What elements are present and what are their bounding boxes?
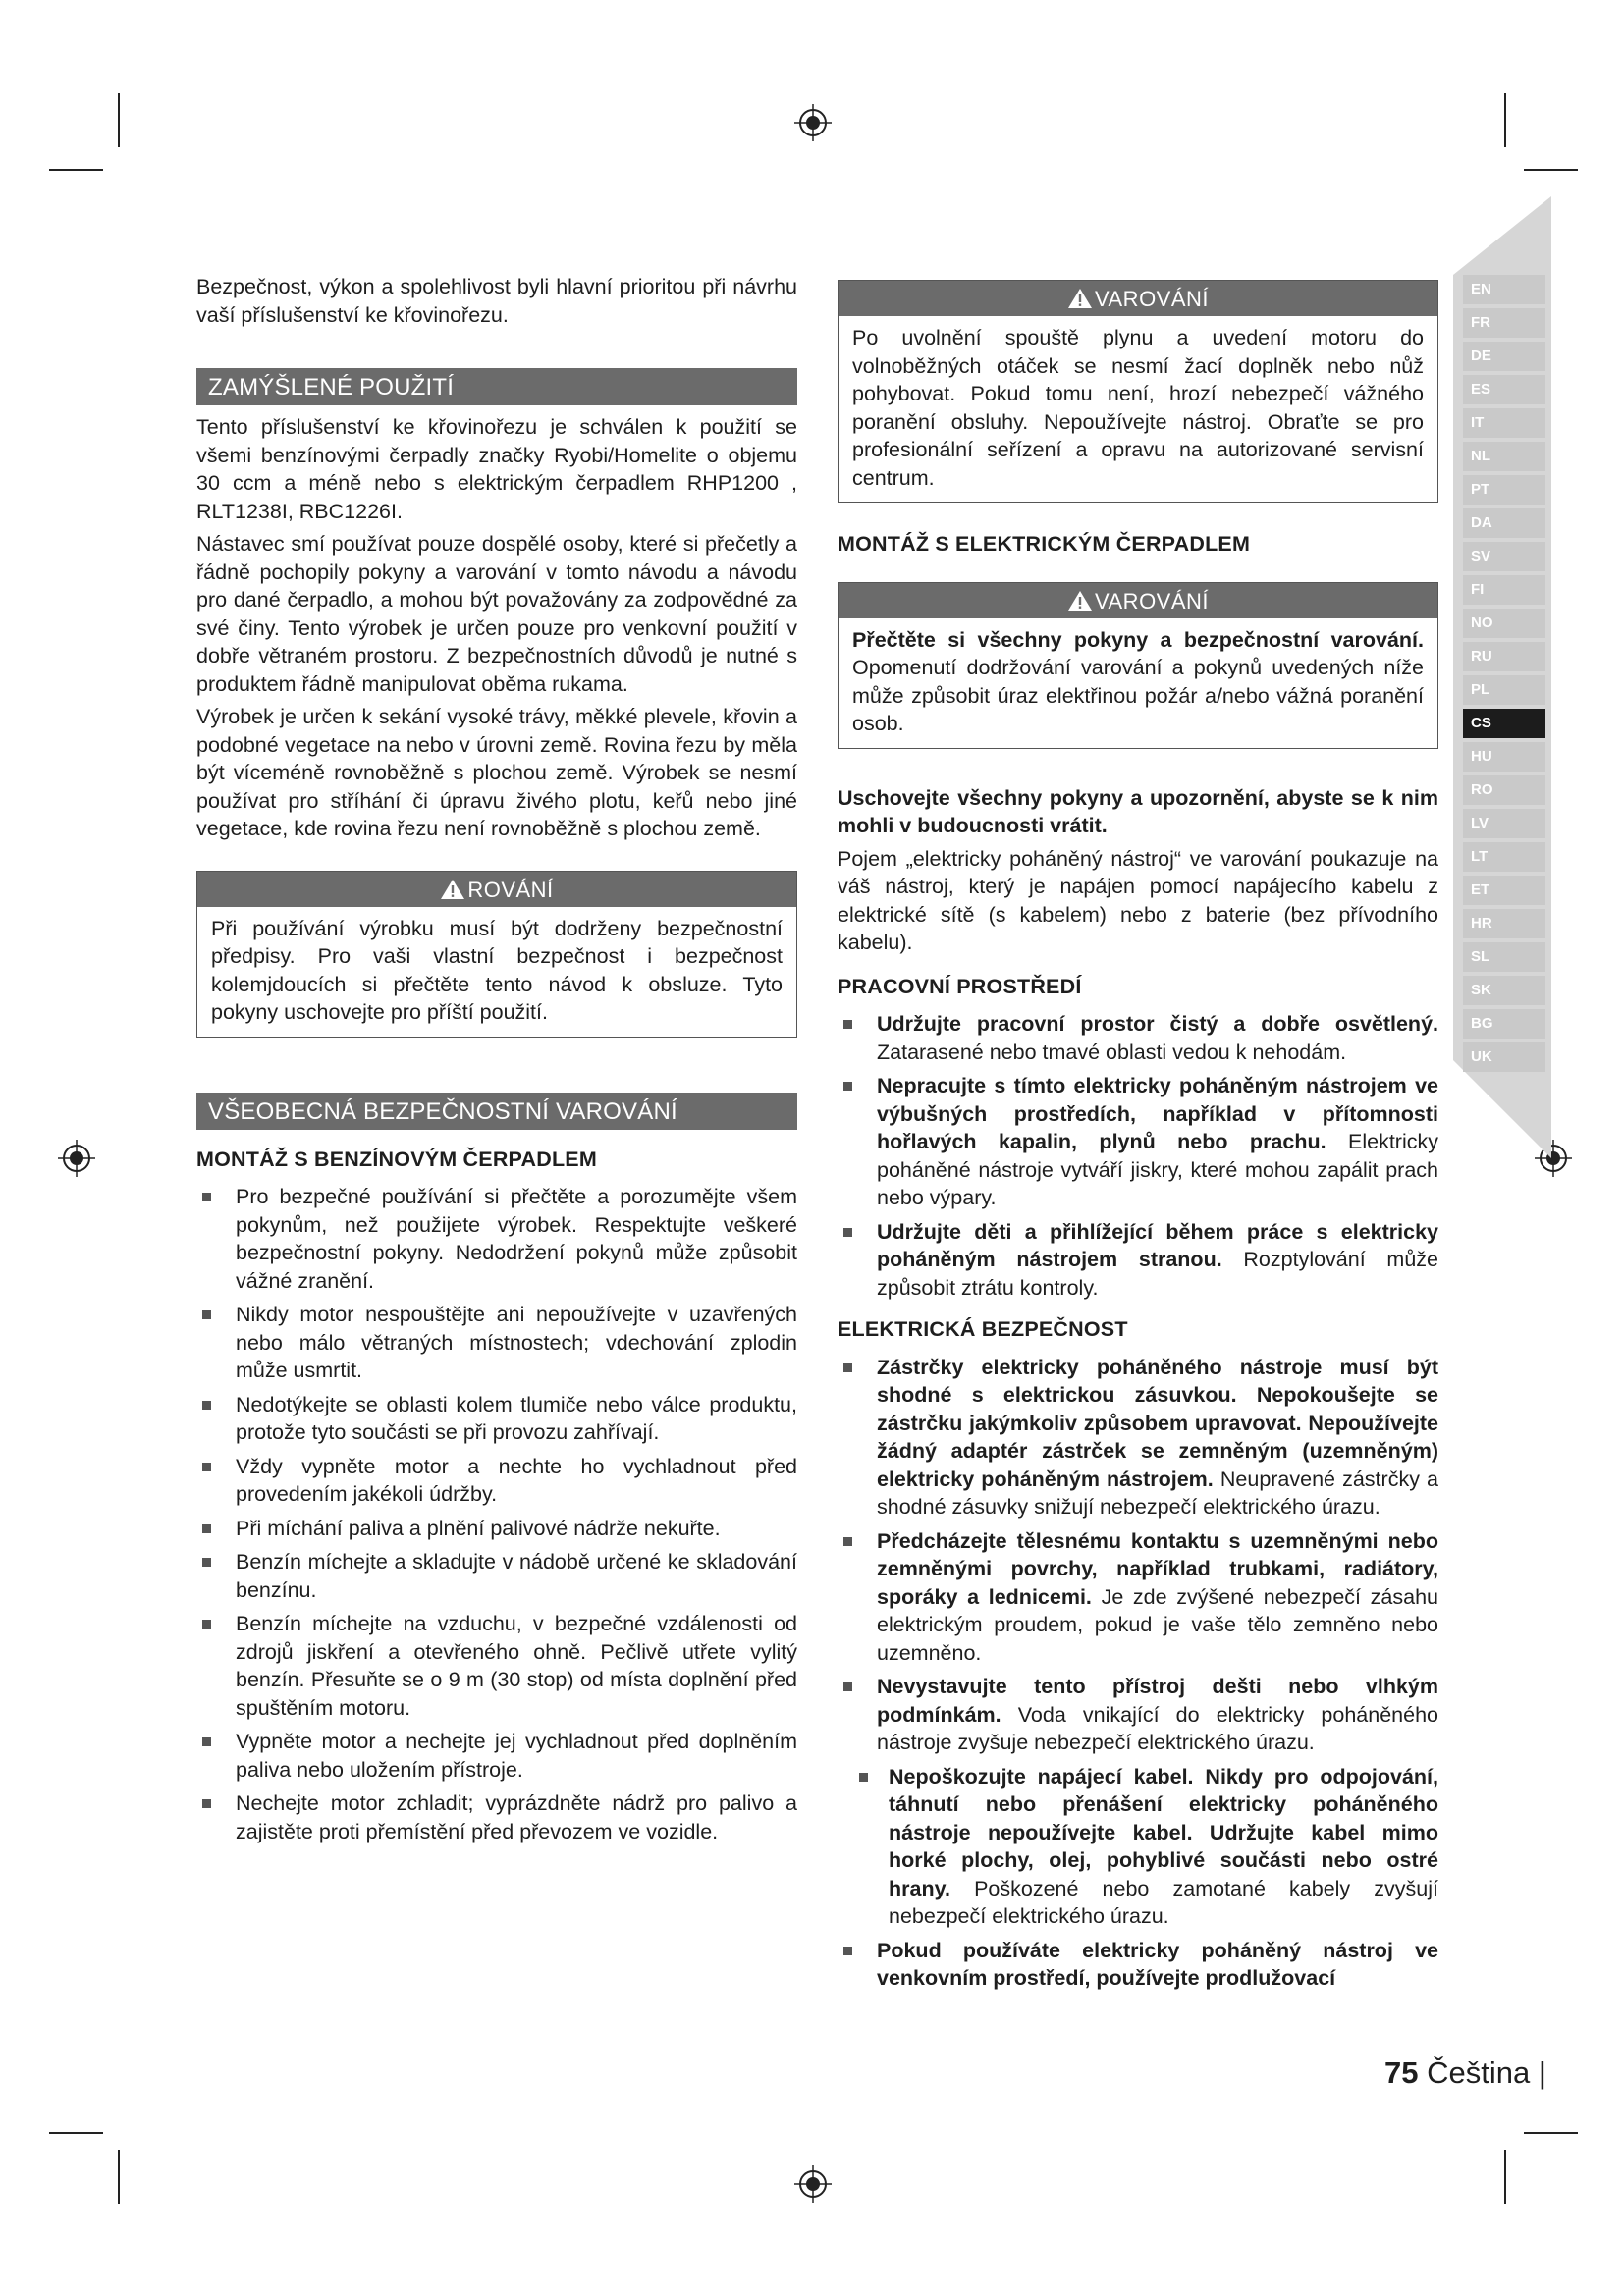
work-area-item bbox=[838, 1072, 1438, 1212]
registration-mark-icon bbox=[793, 103, 833, 142]
warning-body bbox=[839, 618, 1437, 748]
warning-text: Po uvolnění spouště plynu a uvedení motoru do volnoběžných otáček se nesmí žací doplněk nebo nůž pohybovat. Pokud tomu není, hrozí nebezpečí vážného poranění obsluhy. Nepoužívejte nástroj. Obraťte se pro profesionální seřízení a opravu na autorizované servisní centrum. bbox=[852, 326, 1424, 490]
crop-mark bbox=[1524, 2132, 1578, 2134]
electrical-safety-item bbox=[838, 1354, 1438, 1522]
warning-title: ROVÁNÍ bbox=[467, 877, 554, 902]
electrical-safety-item bbox=[838, 1673, 1438, 1757]
footer-separator: | bbox=[1538, 2056, 1546, 2090]
term-paragraph: Pojem „elektricky poháněný nástroj“ ve varování poukazuje na váš nástroj, který je napájen pomocí napájecího kabelu z elektrické sítě (s kabelem) nebo z baterie (bez přívodního kabelu). bbox=[838, 846, 1438, 954]
work-area-item bbox=[838, 1218, 1438, 1303]
language-tab-hr: HR bbox=[1463, 909, 1545, 938]
electrical-safety-item-bold: Pokud používáte elektricky poháněný nástroj ve venkovním prostředí, používejte prodlužovací bbox=[877, 1938, 1438, 1990]
language-tab-sk: SK bbox=[1463, 976, 1545, 1005]
warning-header bbox=[839, 583, 1437, 618]
warning-text: Při používání výrobku musí být dodrženy bezpečnostní předpisy. Pro vaši vlastní bezpečnost i bezpečnost kolemjdoucích si přečtěte tento návod k obsluze. Tyto pokyny uschovejte pro příští použití. bbox=[211, 916, 783, 1024]
intro-paragraph: Bezpečnost, výkon a spolehlivost byli hlavní prioritou při návrhu vaší příslušenství ke křovinořezu. bbox=[196, 275, 797, 327]
language-tab-pl: PL bbox=[1463, 675, 1545, 705]
work-area-item-text: Zatarasené nebo tmavé oblasti vedou k nehodám. bbox=[877, 1040, 1347, 1064]
left-column bbox=[196, 273, 797, 1851]
warning-triangle-icon bbox=[1067, 590, 1093, 612]
language-tab-fr: FR bbox=[1463, 308, 1545, 338]
warning-triangle-icon bbox=[440, 879, 465, 900]
language-tab-es: ES bbox=[1463, 375, 1545, 404]
language-tab-hu: HU bbox=[1463, 742, 1545, 772]
electrical-safety-item bbox=[838, 1527, 1438, 1668]
crop-mark bbox=[118, 2150, 120, 2204]
petrol-safety-item: Nikdy motor nespouštějte ani nepoužívejte v uzavřených nebo málo větraných místnostech; vdechování zplodin může usmrtit. bbox=[196, 1301, 797, 1385]
electrical-safety-item-text: Neupravené zástrčky a shodné zásuvky snižují nebezpečí elektrického úrazu. bbox=[877, 1467, 1438, 1519]
work-area-heading: PRACOVNÍ PROSTŘEDÍ bbox=[838, 974, 1082, 998]
language-tab-lv: LV bbox=[1463, 809, 1545, 838]
petrol-safety-item: Pro bezpečné používání si přečtěte a porozumějte všem pokynům, než použijete výrobek. Respektujte veškeré bezpečnostní pokyny. Nedodržení pokynů může způsobit vážné zranění. bbox=[196, 1183, 797, 1295]
language-tab-cs: CS bbox=[1463, 709, 1545, 738]
electrical-safety-list bbox=[838, 1354, 1438, 1993]
language-tab-sv: SV bbox=[1463, 542, 1545, 571]
electrical-safety-heading: ELEKTRICKÁ BEZPEČNOST bbox=[838, 1317, 1128, 1341]
intended-use-paragraph: Tento příslušenství ke křovinořezu je schválen k použití se všemi benzínovými čerpadly značky Ryobi/Homelite o objemu 30 ccm a méně nebo s elektrickým čerpadlem RHP1200 , RLT1238I, RBC1226I. bbox=[196, 415, 797, 523]
crop-mark bbox=[1504, 93, 1506, 147]
electrical-safety-item-bold: Nevystavujte tento přístroj dešti nebo vlhkým podmínkám. bbox=[877, 1675, 1438, 1727]
electric-heading: MONTÁŽ S ELEKTRICKÝM ČERPADLEM bbox=[838, 532, 1251, 556]
work-area-item-bold: Udržujte děti a přihlížející během práce s elektricky poháněným nástrojem stranou. bbox=[877, 1219, 1438, 1271]
work-area-item-text: Rozptylování může způsobit ztrátu kontroly. bbox=[877, 1248, 1438, 1300]
language-tab-nl: NL bbox=[1463, 442, 1545, 471]
language-tab-it: IT bbox=[1463, 408, 1545, 438]
language-tab-de: DE bbox=[1463, 342, 1545, 371]
keep-instructions bbox=[838, 784, 1438, 840]
petrol-safety-item: Při míchání paliva a plnění palivové nádrže nekuřte. bbox=[196, 1515, 797, 1543]
petrol-heading: MONTÁŽ S BENZÍNOVÝM ČERPADLEM bbox=[196, 1147, 597, 1171]
page-number: 75 bbox=[1384, 2056, 1419, 2090]
keep-instructions-text: Uschovejte všechny pokyny a upozornění, abyste se k nim mohli v budoucnosti vrátit. bbox=[838, 785, 1438, 837]
crop-mark bbox=[49, 169, 103, 171]
electrical-safety-item-text: Poškozené nebo zamotané kabely zvyšují nebezpečí elektrického úrazu. bbox=[889, 1876, 1438, 1928]
footer-language: Čeština bbox=[1427, 2056, 1531, 2090]
electrical-safety-item bbox=[838, 1763, 1438, 1931]
language-tabs bbox=[1463, 275, 1545, 1076]
warning-box bbox=[196, 871, 797, 1038]
petrol-safety-item: Vypněte motor a nechejte jej vychladnout před doplněním paliva nebo uložením přístroje. bbox=[196, 1728, 797, 1784]
petrol-safety-item: Benzín míchejte na vzduchu, v bezpečné vzdálenosti od zdrojů jiskření a otevřeného ohně. Pečlivě utřete vylitý benzín. Přesuňte se o 9 m (30 stop) od místa doplnění před spuštěním motoru. bbox=[196, 1610, 797, 1722]
language-tab-ro: RO bbox=[1463, 775, 1545, 805]
warning-header bbox=[197, 872, 796, 907]
registration-mark-icon bbox=[57, 1139, 96, 1178]
general-safety-heading: VŠEOBECNÁ BEZPEČNOSTNÍ VAROVÁNÍ bbox=[196, 1093, 797, 1130]
work-area-item-bold: Udržujte pracovní prostor čistý a dobře osvětlený. bbox=[877, 1012, 1438, 1036]
petrol-safety-list bbox=[196, 1183, 797, 1845]
warning-text: Opomenutí dodržování varování a pokynů uvedených níže může způsobit úraz elektřinou požár a/nebo vážná poranění osob. bbox=[852, 656, 1424, 735]
electrical-safety-item-bold: Nepoškozujte napájecí kabel. Nikdy pro odpojování, táhnutí nebo přenášení elektricky poháněného nástroje nepoužívejte kabel. Udržujte kabel mimo horké plochy, olej, pohyblivé součásti nebo ostré hrany. bbox=[889, 1764, 1438, 1900]
language-tab-pt: PT bbox=[1463, 475, 1545, 505]
work-area-item-text: Elektricky poháněné nástroje vytváří jiskry, které mohou zapálit prach nebo výpary. bbox=[877, 1130, 1438, 1209]
warning-header bbox=[839, 281, 1437, 316]
crop-mark bbox=[1504, 2150, 1506, 2204]
intended-use-paragraph: Výrobek je určen k sekání vysoké trávy, měkké plevele, křovin a podobné vegetace na nebo v úrovni země. Rovina řezu by měla být víceméně rovnoběžně s plochou země. Výrobek se nesmí používat pro stříhání či úpravu živého plotu, keřů nebo jiné vegetace, kde rovina řezu není rovnoběžně s plochou země. bbox=[196, 705, 797, 840]
work-area-item-bold: Nepracujte s tímto elektricky poháněným nástrojem ve výbušných prostředích, například v přítomnosti hořlavých kapalin, plynů nebo prachu. bbox=[877, 1074, 1438, 1153]
language-tab-no: NO bbox=[1463, 609, 1545, 638]
language-tab-sl: SL bbox=[1463, 942, 1545, 972]
language-tab-et: ET bbox=[1463, 876, 1545, 905]
language-tab-en: EN bbox=[1463, 275, 1545, 304]
language-tab-uk: UK bbox=[1463, 1042, 1545, 1072]
warning-bold-text: Přečtěte si všechny pokyny a bezpečnostní varování. bbox=[852, 627, 1424, 652]
warning-triangle-icon bbox=[1067, 288, 1093, 309]
petrol-safety-item: Benzín míchejte a skladujte v nádobě určené ke skladování benzínu. bbox=[196, 1548, 797, 1604]
work-area-item bbox=[838, 1010, 1438, 1066]
language-tab-da: DA bbox=[1463, 508, 1545, 538]
warning-title: VAROVÁNÍ bbox=[1094, 588, 1210, 614]
warning-box bbox=[838, 280, 1438, 503]
registration-mark-icon bbox=[793, 2164, 833, 2204]
petrol-safety-item: Nechejte motor zchladit; vyprázdněte nádrž pro palivo a zajistěte proti přemístění před převozem ve vozidle. bbox=[196, 1789, 797, 1845]
electrical-safety-item bbox=[838, 1937, 1438, 1993]
electrical-safety-item-text: Je zde zvýšené nebezpečí zásahu elektrickým proudem, pokud je vaše tělo zemněno nebo uzemněno. bbox=[877, 1584, 1438, 1665]
electrical-safety-item-bold: Předcházejte tělesnému kontaktu s uzemněnými nebo zemněnými povrchy, například trubkami, radiátory, sporáky a lednicemi. bbox=[877, 1528, 1438, 1609]
language-tab-lt: LT bbox=[1463, 842, 1545, 872]
crop-mark bbox=[49, 2132, 103, 2134]
electrical-safety-item-text: Voda vnikající do elektricky poháněného nástroje zvyšuje nebezpečí elektrického úrazu. bbox=[877, 1702, 1438, 1754]
warning-box bbox=[838, 582, 1438, 749]
petrol-safety-item: Nedotýkejte se oblasti kolem tlumiče nebo válce produktu, protože tyto součásti se při provozu zahřívají. bbox=[196, 1391, 797, 1447]
page-footer bbox=[1384, 2056, 1546, 2091]
intended-use-paragraph: Nástavec smí používat pouze dospělé osoby, které si přečetly a řádně pochopily pokyny a varování v tomto návodu a návodu pro dané čerpadlo, a mohou být považovány za zodpovědné za své činy. Tento výrobek je určen pouze pro venkovní použití v dobře větraném prostoru. Z bezpečnostních důvodů je nutné s produktem řádně manipulovat oběma rukama. bbox=[196, 532, 797, 696]
language-tab-bg: BG bbox=[1463, 1009, 1545, 1039]
language-tab-ru: RU bbox=[1463, 642, 1545, 671]
electrical-safety-item-bold: Zástrčky elektricky poháněného nástroje musí být shodné s elektrickou zásuvkou. Nepokoušejte se zástrčku jakýmkoliv způsobem upravovat. Nepoužívejte žádný adaptér zástrček se zemněným (uzemněným) elektricky poháněným nástrojem. bbox=[877, 1355, 1438, 1491]
language-tab-fi: FI bbox=[1463, 575, 1545, 605]
right-column bbox=[838, 280, 1438, 1999]
work-area-list bbox=[838, 1010, 1438, 1302]
petrol-safety-item: Vždy vypněte motor a nechte ho vychladnout před provedením jakékoli údržby. bbox=[196, 1453, 797, 1509]
crop-mark bbox=[1524, 169, 1578, 171]
intended-use-heading: ZAMÝŠLENÉ POUŽITÍ bbox=[196, 368, 797, 405]
crop-mark bbox=[118, 93, 120, 147]
warning-title: VAROVÁNÍ bbox=[1094, 287, 1210, 311]
